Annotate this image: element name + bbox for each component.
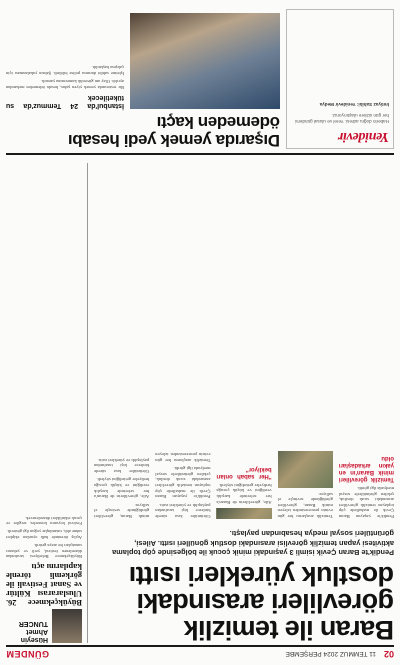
publisher-box (286, 9, 394, 149)
main-article-body (94, 159, 394, 519)
article-paragraph: Pendik'te yaşayan Baran Çevik ile mahallede çöp toplayan temizlik görevlileri arasındaki sıcak dostluk, çekilen görüntülerle sosyal medyada ilgi gördü. (338, 486, 394, 519)
newspaper-logo: Yenidevir (338, 129, 389, 144)
pull-quote: Temizlik görevlileri minik Baran'ın en yakın arkadaşları oldu (338, 455, 394, 483)
pull-quote: "Her sabah onları bekliyor" (216, 466, 272, 480)
article-paragraph: Görüntüler kısa sürede binlerce kişi tarafından paylaşıldı ve yürekleri ısıttı. (94, 457, 150, 474)
issue-date: 11 TEMMUZ 2024 PERŞEMBE (285, 650, 376, 658)
article-paragraph: Aile, görevlilerin de Baran'a her seferinde karşılık verdiğini ve küçük çocuğa hediyeler getirdiğini söyledi. (94, 477, 150, 500)
sidebar-paragraph: Festival boyunca konserler, sergiler ve çocuk etkinlikleri düzenlenecek. (6, 515, 82, 526)
publisher-text: Haberin doğru adresi. Yerel ve ulusal gündemi her gün sizlere ulaştırıyoruz. (295, 113, 389, 124)
article-paragraph: Temizlik araçlarını her gün evinin penceresinden izleyen minik Baran, görevlileri gördüğünde sevinçle el sallıyor. (277, 491, 333, 519)
author-photo (52, 609, 82, 643)
sidebar-heading: Büyükçekmece 26. Uluslararası Kültür ve Sanat Festivali ile görkemli törenle kapılarını açtı (6, 562, 82, 607)
article-paragraph: Temizlik araçlarını her gün evinin penceresinden izleyen minik Baran, görevlileri gördüğünde sevinçle el sallıyor. (94, 452, 211, 519)
secondary-text (6, 13, 124, 109)
main-deck: Pendik'te Baran Çevik isimli 3 yaşındaki minik çocuk ile bölgesinde çöp toplama aktivitesi yapan temizlik görevlisi arasındaki dostluk gönülleri ısıttı. Ailesi, görüntüleri sosyal medya hesabından paylaştı. (112, 529, 394, 557)
section-title: GÜNDEM (6, 649, 49, 659)
article-paragraph: Görüntüler kısa sürede binlerce kişi tarafından paylaşıldı ve yürekleri ısıttı. (155, 502, 211, 519)
secondary-headline: Dışarıda yemek yedi hesabı ödemeden kaçtı (68, 113, 280, 150)
lower-band (6, 3, 394, 155)
secondary-subhead: İstanbul'da 24 Temmuz'da su tüketilecek (6, 94, 124, 109)
page-header (6, 645, 394, 661)
secondary-story (6, 9, 280, 149)
article-paragraph: Pendik'te yaşayan Baran Çevik ile mahallede çöp toplayan temizlik görevlileri arasındaki sıcak dostluk, çekilen görüntülerle sosyal medyada ilgi gördü. (155, 466, 211, 500)
main-headline: Baran ile temizlik görevlileri arasındaki dostluk yürekleri ısıttı (129, 561, 394, 645)
sidebar-text (6, 515, 82, 607)
sidebar-paragraph: Büyükçekmece Belediyesi tarafından düzenlenen festival, yerli ve yabancı sanatçıları bir araya getirdi. (6, 543, 82, 559)
sidebar-paragraph: Açılış töreninde halk oyunları ekipleri sahne aldı, vatandaşlar yoğun ilgi gösterdi. (6, 529, 82, 540)
author-name: Hüseyin Ahmet TUNCER (18, 620, 48, 643)
article-paragraph: Aile, görevlilerin de Baran'a her seferinde karşılık verdiğini ve küçük çocuğa hediyeler getirdiğini söyledi. (216, 482, 272, 505)
secondary-paragraph: İşletme sahibi durumu polise bildirdi. Şahsın yakalanması için çalışma başlatıldı. (6, 65, 124, 76)
column-sidebar (6, 163, 88, 643)
publisher-contact: İmtiyaz Sahibi: Yenidevir Medya (319, 101, 389, 107)
secondary-photo (130, 13, 280, 109)
page-number: 02 (383, 649, 394, 659)
secondary-paragraph: Bir restoranda yemek yiyen şahıs, hesabı ödemeden mekandan ayrıldı. Olay anı güvenlik kamerasına yansıdı. (6, 79, 124, 90)
secondary-body (6, 13, 280, 109)
